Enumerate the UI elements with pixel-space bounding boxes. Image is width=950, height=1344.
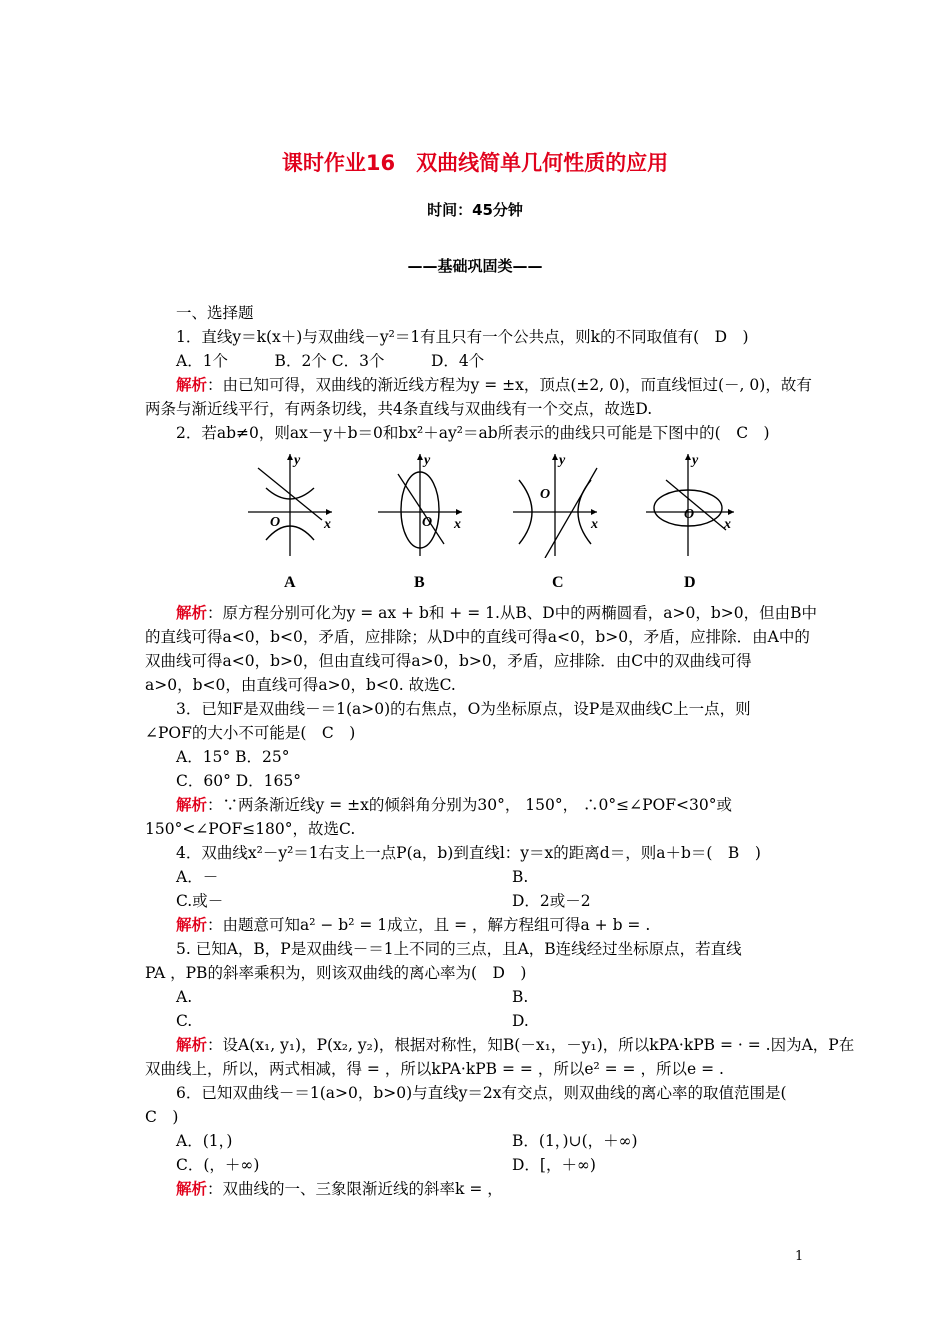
q2-solution-line1 <box>176 603 817 623</box>
q5-stem-line2: PA ，PB的斜率乘积为，则该双曲线的离心率为( D ) <box>145 964 527 982</box>
axis-x-label: x <box>591 517 598 532</box>
figure-c-label: C <box>552 574 564 591</box>
page-number: 1 <box>795 1249 804 1264</box>
q4-options-row1 <box>176 867 807 887</box>
q2-solution-line2: 的直线可得a<0，b<0，矛盾，应排除；从D中的直线可得a<0，b>0，矛盾，应排除．由A中的 <box>145 628 810 646</box>
option-a: A．(1，) <box>176 1132 233 1150</box>
solution-text: ：∵两条渐近线y = ±x的倾斜角分别为30°， 150°， ∴0°≤∠POF<30°或 <box>207 796 732 814</box>
axis-y-label: y <box>692 453 699 468</box>
section-heading: ——基础巩固类—— <box>407 257 543 275</box>
q2-stem: 2．若ab≠0，则ax－y＋b＝0和bx²＋ay²＝ab所表示的曲线只可能是下图中的( C ) <box>176 424 770 442</box>
option-c: C. <box>176 1012 193 1030</box>
q6-stem-line1: 6．已知双曲线－＝1(a>0，b>0)与直线y＝2x有交点，则双曲线的离心率的取值范围是( <box>176 1084 787 1102</box>
option-d: D．2或－2 <box>512 892 591 910</box>
q5-stem-line1: 5. 已知A，B，P是双曲线－＝1上不同的三点，且A，B连线经过坐标原点，若直线 <box>176 940 742 958</box>
solution-text: ：由题意可知a² − b² = 1成立，且 = ，解方程组可得a + b = . <box>207 916 651 934</box>
axis-x-label: x <box>324 517 331 532</box>
page-title: 课时作业16 双曲线简单几何性质的应用 <box>281 151 669 175</box>
option-c: C．(，＋∞) <box>176 1156 260 1174</box>
figure-b <box>370 448 470 558</box>
q3-solution-line2: 150°<∠POF≤180°，故选C. <box>145 820 356 838</box>
solution-text: ：由已知可得，双曲线的渐近线方程为y = ±x，顶点(±2, 0)，而直线恒过(－, 0)，故有 <box>207 376 812 394</box>
figure-a-label: A <box>284 574 296 591</box>
q1-solution-line1 <box>176 375 812 395</box>
q3-options-cd: C．60° D．165° <box>176 772 302 790</box>
q6-options-row1 <box>176 1131 807 1151</box>
q3-options-ab: A．15° B．25° <box>176 748 290 766</box>
solution-label: 解析 <box>176 1035 208 1054</box>
axis-y-label: y <box>559 453 566 468</box>
option-b: B．(1，)∪(，＋∞) <box>512 1132 638 1150</box>
solution-label: 解析 <box>176 915 208 934</box>
q6-solution <box>176 1179 807 1199</box>
q1-solution-line2: 两条与渐近线平行，有两条切线，共4条直线与双曲线有一个交点，故选D. <box>145 400 653 418</box>
option-d: D. <box>512 1012 529 1030</box>
solution-text: ：设A(x₁, y₁)，P(x₂, y₂)，根据对称性，知B(－x₁，－y₁)，所以kPA·kPB = · = .因为A，P在 <box>207 1036 855 1054</box>
figure-b-label: B <box>414 574 425 591</box>
solution-label: 解析 <box>176 1179 208 1198</box>
option-a: A. <box>176 988 193 1006</box>
q6-stem-line2: C ) <box>145 1108 179 1126</box>
q4-solution <box>176 915 807 935</box>
q4-stem: 4．双曲线x²－y²＝1右支上一点P(a，b)到直线l：y＝x的距离d＝，则a＋b＝( B ) <box>176 844 761 862</box>
part-heading: 一、选择题 <box>176 304 254 322</box>
option-b: B. <box>512 988 529 1006</box>
q3-stem-line1: 3．已知F是双曲线－＝1(a>0)的右焦点，O为坐标原点，设P是双曲线C上一点，则 <box>176 700 751 718</box>
solution-label: 解析 <box>176 795 208 814</box>
figure-d-label: D <box>684 574 696 591</box>
q5-options-row2 <box>176 1011 807 1031</box>
figure-a <box>240 448 340 558</box>
q1-stem: 1．直线y＝k(x＋)与双曲线－y²＝1有且只有一个公共点，则k的不同取值有( D ) <box>176 328 749 346</box>
figure-d <box>640 448 740 558</box>
option-a: A．－ <box>176 868 219 886</box>
q2-solution-line4: a>0，b<0，由直线可得a>0，b<0. 故选C. <box>145 676 456 694</box>
q5-options-row1 <box>176 987 807 1007</box>
axis-y-label: y <box>294 453 301 468</box>
axis-y-label: y <box>424 453 431 468</box>
q6-options-row2 <box>176 1155 807 1175</box>
origin-label: O <box>270 515 281 530</box>
solution-label: 解析 <box>176 603 208 622</box>
q4-options-row2 <box>176 891 807 911</box>
figure-c <box>505 448 605 558</box>
q3-solution-line1 <box>176 795 807 815</box>
solution-text: ：原方程分别可化为y = ax + b和 + = 1.从B、D中的两椭圆看，a>0，b>0，但由B中 <box>207 604 817 622</box>
origin-label: O <box>684 507 695 522</box>
q2-solution-line3: 双曲线可得a<0，b>0，但由直线可得a>0，b>0，矛盾，应排除．由C中的双曲线可得 <box>145 652 752 670</box>
origin-label: O <box>540 487 551 502</box>
time-limit: 时间：45分钟 <box>427 201 523 219</box>
axis-x-label: x <box>454 517 461 532</box>
q5-solution-line1 <box>176 1035 855 1055</box>
solution-text: ：双曲线的一、三象限渐近线的斜率k = ， <box>207 1180 503 1198</box>
option-b: B. <box>512 868 529 886</box>
axis-x-label: x <box>724 517 731 532</box>
q3-stem-line2: ∠POF的大小不可能是( C ) <box>145 724 356 742</box>
q1-options: A．1个 B．2个 C．3个 D．4个 <box>176 352 485 370</box>
option-c: C.或－ <box>176 892 224 910</box>
origin-label: O <box>422 515 433 530</box>
option-d: D．[，＋∞) <box>512 1156 596 1174</box>
solution-label: 解析 <box>176 375 208 394</box>
q5-solution-line2: 双曲线上，所以，两式相减，得 = ，所以kPA·kPB = = ，所以e² = = ，所以e = . <box>145 1060 724 1078</box>
